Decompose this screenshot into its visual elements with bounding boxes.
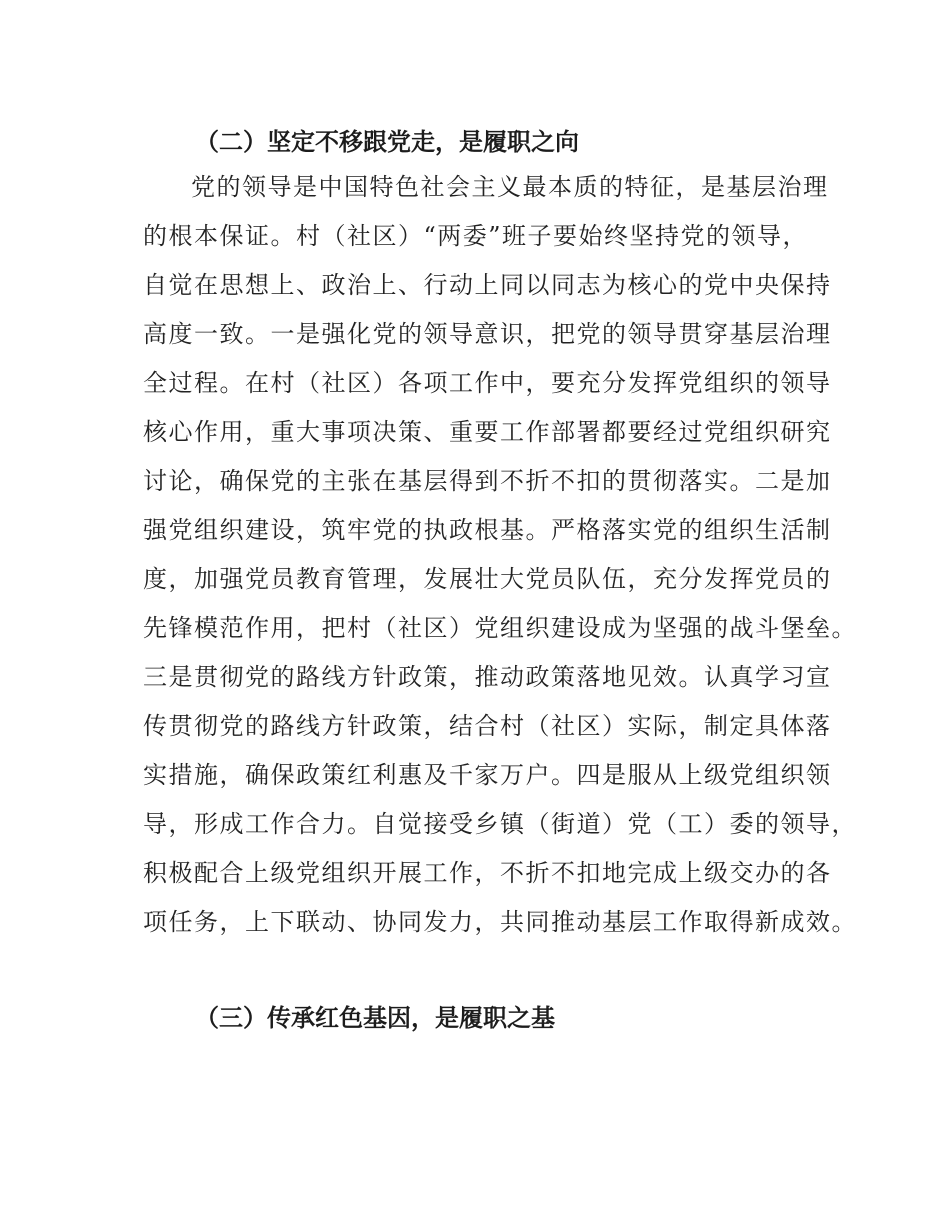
paragraph-line: 传贯彻党的路线方针政策，结合村（社区）实际，制定具体落 bbox=[143, 712, 832, 740]
paragraph-line: 三是贯彻党的路线方针政策，推动政策落地见效。认真学习宣 bbox=[143, 663, 832, 691]
section-heading-2: （二）坚定不移跟党走，是履职之向 bbox=[195, 128, 579, 156]
paragraph-line: 实措施，确保政策红利惠及千家万户。四是服从上级党组织领 bbox=[143, 761, 832, 789]
paragraph-line: 讨论，确保党的主张在基层得到不折不扣的贯彻落实。二是加 bbox=[143, 467, 832, 495]
paragraph-line: 强党组织建设，筑牢党的执政根基。严格落实党的组织生活制 bbox=[143, 516, 832, 544]
body-paragraph bbox=[143, 163, 857, 947]
paragraph-line: 度，加强党员教育管理，发展壮大党员队伍，充分发挥党员的 bbox=[143, 565, 832, 593]
paragraph-line: 党的领导是中国特色社会主义最本质的特征，是基层治理 bbox=[191, 173, 829, 201]
paragraph-line: 自觉在思想上、政治上、行动上同以同志为核心的党中央保持 bbox=[143, 271, 832, 299]
section-heading-3: （三）传承红色基因，是履职之基 bbox=[195, 1004, 555, 1032]
paragraph-line: 项任务，上下联动、协同发力，共同推动基层工作取得新成效。 bbox=[143, 908, 857, 936]
paragraph-line: 核心作用，重大事项决策、重要工作部署都要经过党组织研究 bbox=[143, 418, 832, 446]
paragraph-line: 高度一致。一是强化党的领导意识，把党的领导贯穿基层治理 bbox=[143, 320, 832, 348]
paragraph-line: 全过程。在村（社区）各项工作中，要充分发挥党组织的领导 bbox=[143, 369, 832, 397]
paragraph-line: 积极配合上级党组织开展工作，不折不扣地完成上级交办的各 bbox=[143, 859, 832, 887]
paragraph-line: 导，形成工作合力。自觉接受乡镇（街道）党（工）委的领导， bbox=[143, 810, 857, 838]
paragraph-line: 先锋模范作用，把村（社区）党组织建设成为坚强的战斗堡垒。 bbox=[143, 614, 857, 642]
paragraph-line: 的根本保证。村（社区）“两委”班子要始终坚持党的领导， bbox=[143, 222, 809, 250]
